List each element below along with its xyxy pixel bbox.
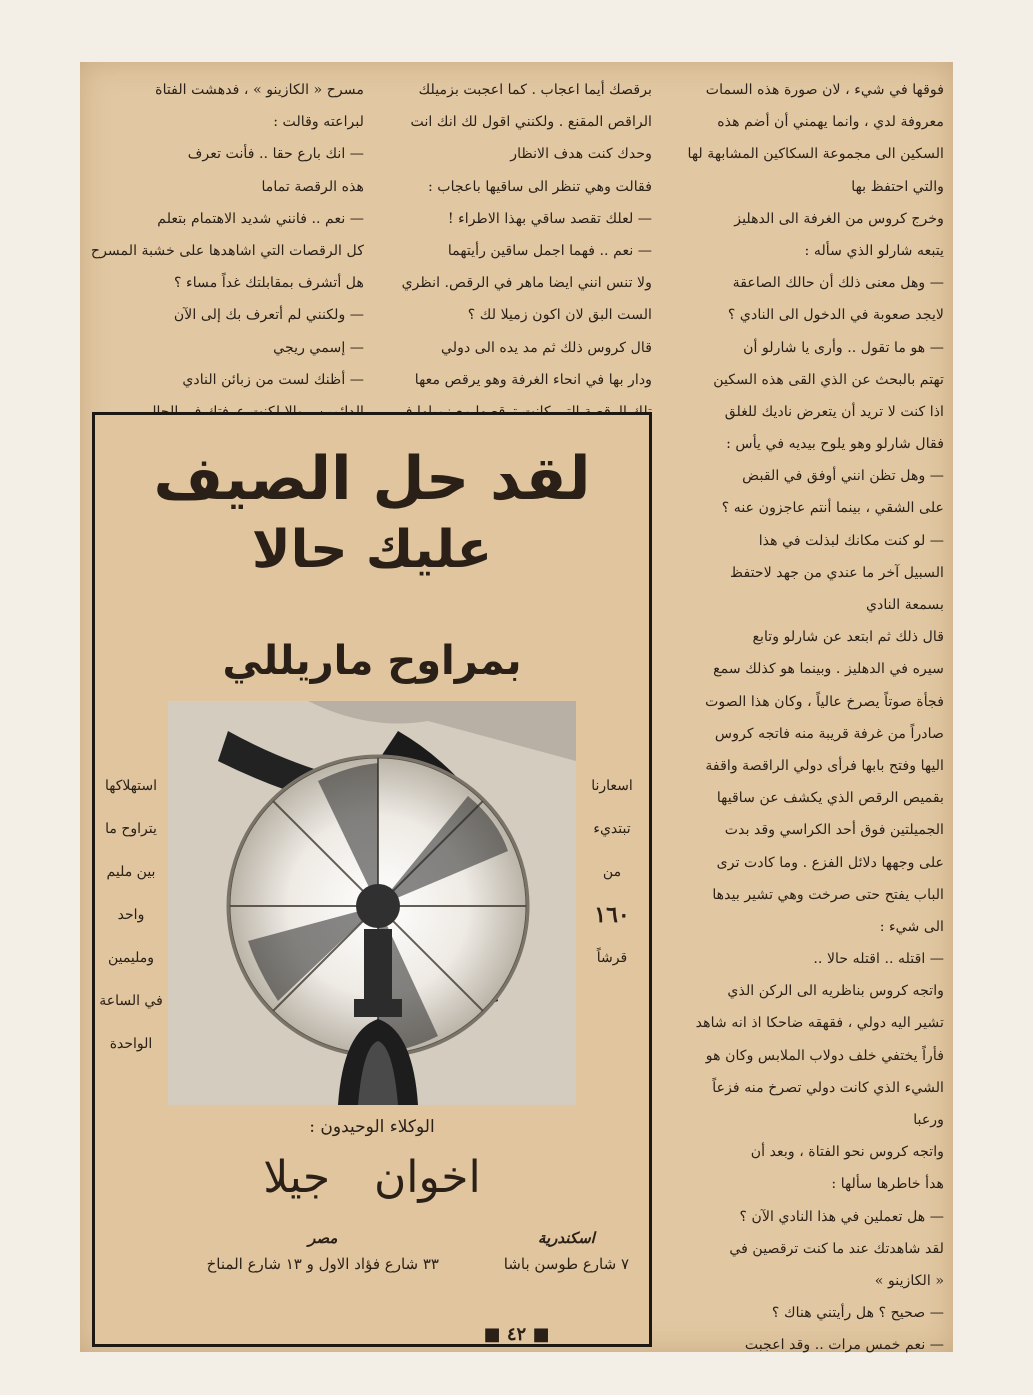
article-line: — هو ما تقول .. وأرى يا شارلو أن <box>743 339 944 356</box>
article-line: يتبعه شارلو الذي سأله : <box>804 242 944 259</box>
ad-consumption-line: بين مليم <box>106 864 156 880</box>
article-line: تهتم بالبحث عن الذي القى هذه السكين <box>713 371 944 388</box>
ad-price-text <box>579 765 645 980</box>
article-line: قال ذلك ثم ابتعد عن شارلو وتابع <box>752 629 944 646</box>
article-line: — هل تعملين في هذا النادي الآن ؟ <box>739 1208 944 1225</box>
article-line: — ولكنني لم أتعرف بك إلى الآن <box>173 307 364 324</box>
article-line: « الكازينو » <box>874 1272 944 1289</box>
article-line: قال كروس ذلك ثم مد يده الى دولي <box>440 339 652 356</box>
ad-consumption-line: يتراوح ما <box>105 821 157 837</box>
article-line: ورعبا <box>913 1112 944 1128</box>
article-column-left <box>84 74 364 428</box>
article-line: هذه الرقصة تماما <box>261 178 364 195</box>
ad-consumption-line: الواحدة <box>109 1036 153 1052</box>
article-line: فقالت وهي تنظر الى ساقيها باعجاب : <box>427 178 652 195</box>
article-line: الى شيء : <box>879 918 944 935</box>
article-line: اليها وفتح بابها فرأى دولي الراقصة واقفة <box>705 757 944 774</box>
ad-consumption-line: ومليمين <box>107 950 155 966</box>
article-line: الراقص المقنع . ولكنني اقول لك انك انت <box>410 114 652 131</box>
ad-branch-alex-city: اسكندرية <box>537 1229 595 1247</box>
article-line: — نعم .. فهما اجمل ساقين رأيتهما <box>447 242 652 259</box>
ad-branch-alex-address: ٧ شارع طوسن باشا <box>503 1255 629 1273</box>
ad-consumption-line: في الساعة <box>99 993 163 1009</box>
article-line: والتي احتفظ بها <box>851 178 944 195</box>
article-line: وخرج كروس من الغرفة الى الدهليز <box>734 210 944 227</box>
article-line: هدأ خاطرها سألها : <box>831 1176 944 1193</box>
article-line: — انك بارع حقا .. فأنت تعرف <box>187 146 364 163</box>
article-line: السكين الى مجموعة السكاكين المشابهة لها <box>687 146 944 163</box>
article-line: بقميص الرقص الذي يكشف عن ساقيها <box>716 790 944 807</box>
article-line: واتجه كروس نحو الفتاة ، وبعد أن <box>750 1144 944 1161</box>
ad-price-line: ١٦٠ <box>594 902 630 928</box>
article-line: فجأة صوتاً يصرخ عالياً ، وكان هذا الصوت <box>705 693 944 710</box>
article-line: الشيء الذي كانت دولي تصرخ منه فزعاً <box>712 1079 944 1096</box>
article-line: — صحيح ؟ هل رأيتني هناك ؟ <box>771 1305 944 1322</box>
ad-price-line: اسعارنا <box>591 778 633 794</box>
article-line: ولا تنس انني ايضا ماهر في الرقص. انظري <box>401 275 652 292</box>
ad-price-line: تبتديء <box>593 821 631 837</box>
ad-branch-cairo-city: مصر <box>308 1229 338 1247</box>
article-line: — وهل تظن انني أوفق في القبض <box>742 468 944 485</box>
article-line: كل الرقصات التي اشاهدها على خشبة المسرح <box>90 242 364 259</box>
article-line: برقصك أيما اعجاب . كما اعجبت بزميلك <box>418 82 652 98</box>
ad-brand-name: بمراوح ماريللي <box>222 638 522 684</box>
article-line: السبيل آخر ما عندي من جهد لاحتفظ <box>730 564 944 581</box>
article-line: واتجه كروس بناظريه الى الركن الذي <box>727 983 944 1000</box>
article-line: — لو كنت مكانك لبذلت في هذا <box>758 532 944 549</box>
ad-price-line: قرشاً <box>596 950 628 966</box>
ad-agents-label: الوكلاء الوحيدون : <box>309 1117 435 1137</box>
article-line: الجميلتين فوق أحد الكراسي وقد بدت <box>724 822 944 839</box>
article-line: وحدك كنت هدف الانظار <box>510 146 652 163</box>
article-line: هل أتشرف بمقابلتك غداً مساء ؟ <box>174 275 364 292</box>
article-line: اذا كنت لا تريد أن يتعرض ناديك للغلق <box>724 403 944 420</box>
electric-fan-photo <box>168 701 576 1105</box>
article-line: الباب يفتح حتى صرخت وهي تشير بيدها <box>712 886 944 903</box>
ad-headline: لقد حل الصيف <box>153 444 591 514</box>
ad-consumption-line: استهلاكها <box>104 778 158 794</box>
ad-branch-cairo <box>207 1225 439 1277</box>
article-column-middle <box>378 74 652 428</box>
article-line: مسرح « الكازينو » ، فدهشت الفتاة <box>155 82 364 98</box>
page-number: ■ ٤٢ ■ <box>483 1324 550 1345</box>
article-line: على الشقي ، بينما أنتم عاجزون عنه ؟ <box>721 500 944 517</box>
article-line: على وجهها دلائل الفزع . وما كادت ترى <box>716 854 944 871</box>
article-line: بسمعة النادي <box>865 597 944 613</box>
ad-agents-name: اخوان جيلا <box>263 1152 481 1203</box>
article-column-right <box>666 74 944 1354</box>
article-line: لايجد صعوبة في الدخول الى النادي ؟ <box>727 307 944 324</box>
article-line: — وهل معنى ذلك أن حالك الصاعقة <box>732 275 944 292</box>
ad-branch-cairo-address: ٣٣ شارع فؤاد الاول و ١٣ شارع المناخ <box>206 1255 439 1273</box>
article-line: — نعم .. فانني شديد الاهتمام بتعلم <box>157 210 364 227</box>
ad-consumption-text <box>99 765 163 1066</box>
article-line: صادراً من غرفة قريبة منه فاتجه كروس <box>714 725 944 742</box>
article-line: ودار بها في انحاء الغرفة وهو يرقص معها <box>414 371 652 388</box>
article-line: فوقها في شيء ، لان صورة هذه السمات <box>705 82 944 98</box>
article-line: الست البق لان اكون زميلا لك ؟ <box>467 307 652 324</box>
article-line: — اقتله .. اقتله حالا .. <box>813 951 944 968</box>
article-line: — أظنك لست من زبائن النادي <box>182 371 364 388</box>
ad-price-line: من <box>602 864 622 880</box>
ad-subheadline: عليك حالا <box>251 520 493 580</box>
article-line: لبراعته وقالت : <box>273 114 364 131</box>
article-line: لقد شاهدتك عند ما كنت ترقصين في <box>729 1240 944 1257</box>
article-line: — لعلك تقصد ساقي بهذا الاطراء ! <box>447 210 652 227</box>
article-line: — إسمي ريجي <box>273 339 364 356</box>
article-line: — نعم خمس مرات .. وقد اعجبت <box>744 1337 944 1354</box>
magazine-page <box>80 62 953 1352</box>
article-line: فأراً يختفي خلف دولاب الملابس وكان هو <box>705 1047 944 1064</box>
article-line: فقال شارلو وهو يلوح بيديه في يأس : <box>726 436 944 453</box>
ad-branch-alexandria <box>504 1225 629 1277</box>
article-line: تشير اليه دولي ، فقهقه ضاحكا اذ انه شاهد <box>695 1015 944 1032</box>
article-line: معروفة لدي ، وانما يهمني أن أضم هذه <box>717 114 944 131</box>
article-line: سيره في الدهليز . وبينما هو كذلك سمع <box>713 661 944 678</box>
fan-advertisement <box>92 412 652 1347</box>
ad-consumption-line: واحد <box>117 907 145 923</box>
